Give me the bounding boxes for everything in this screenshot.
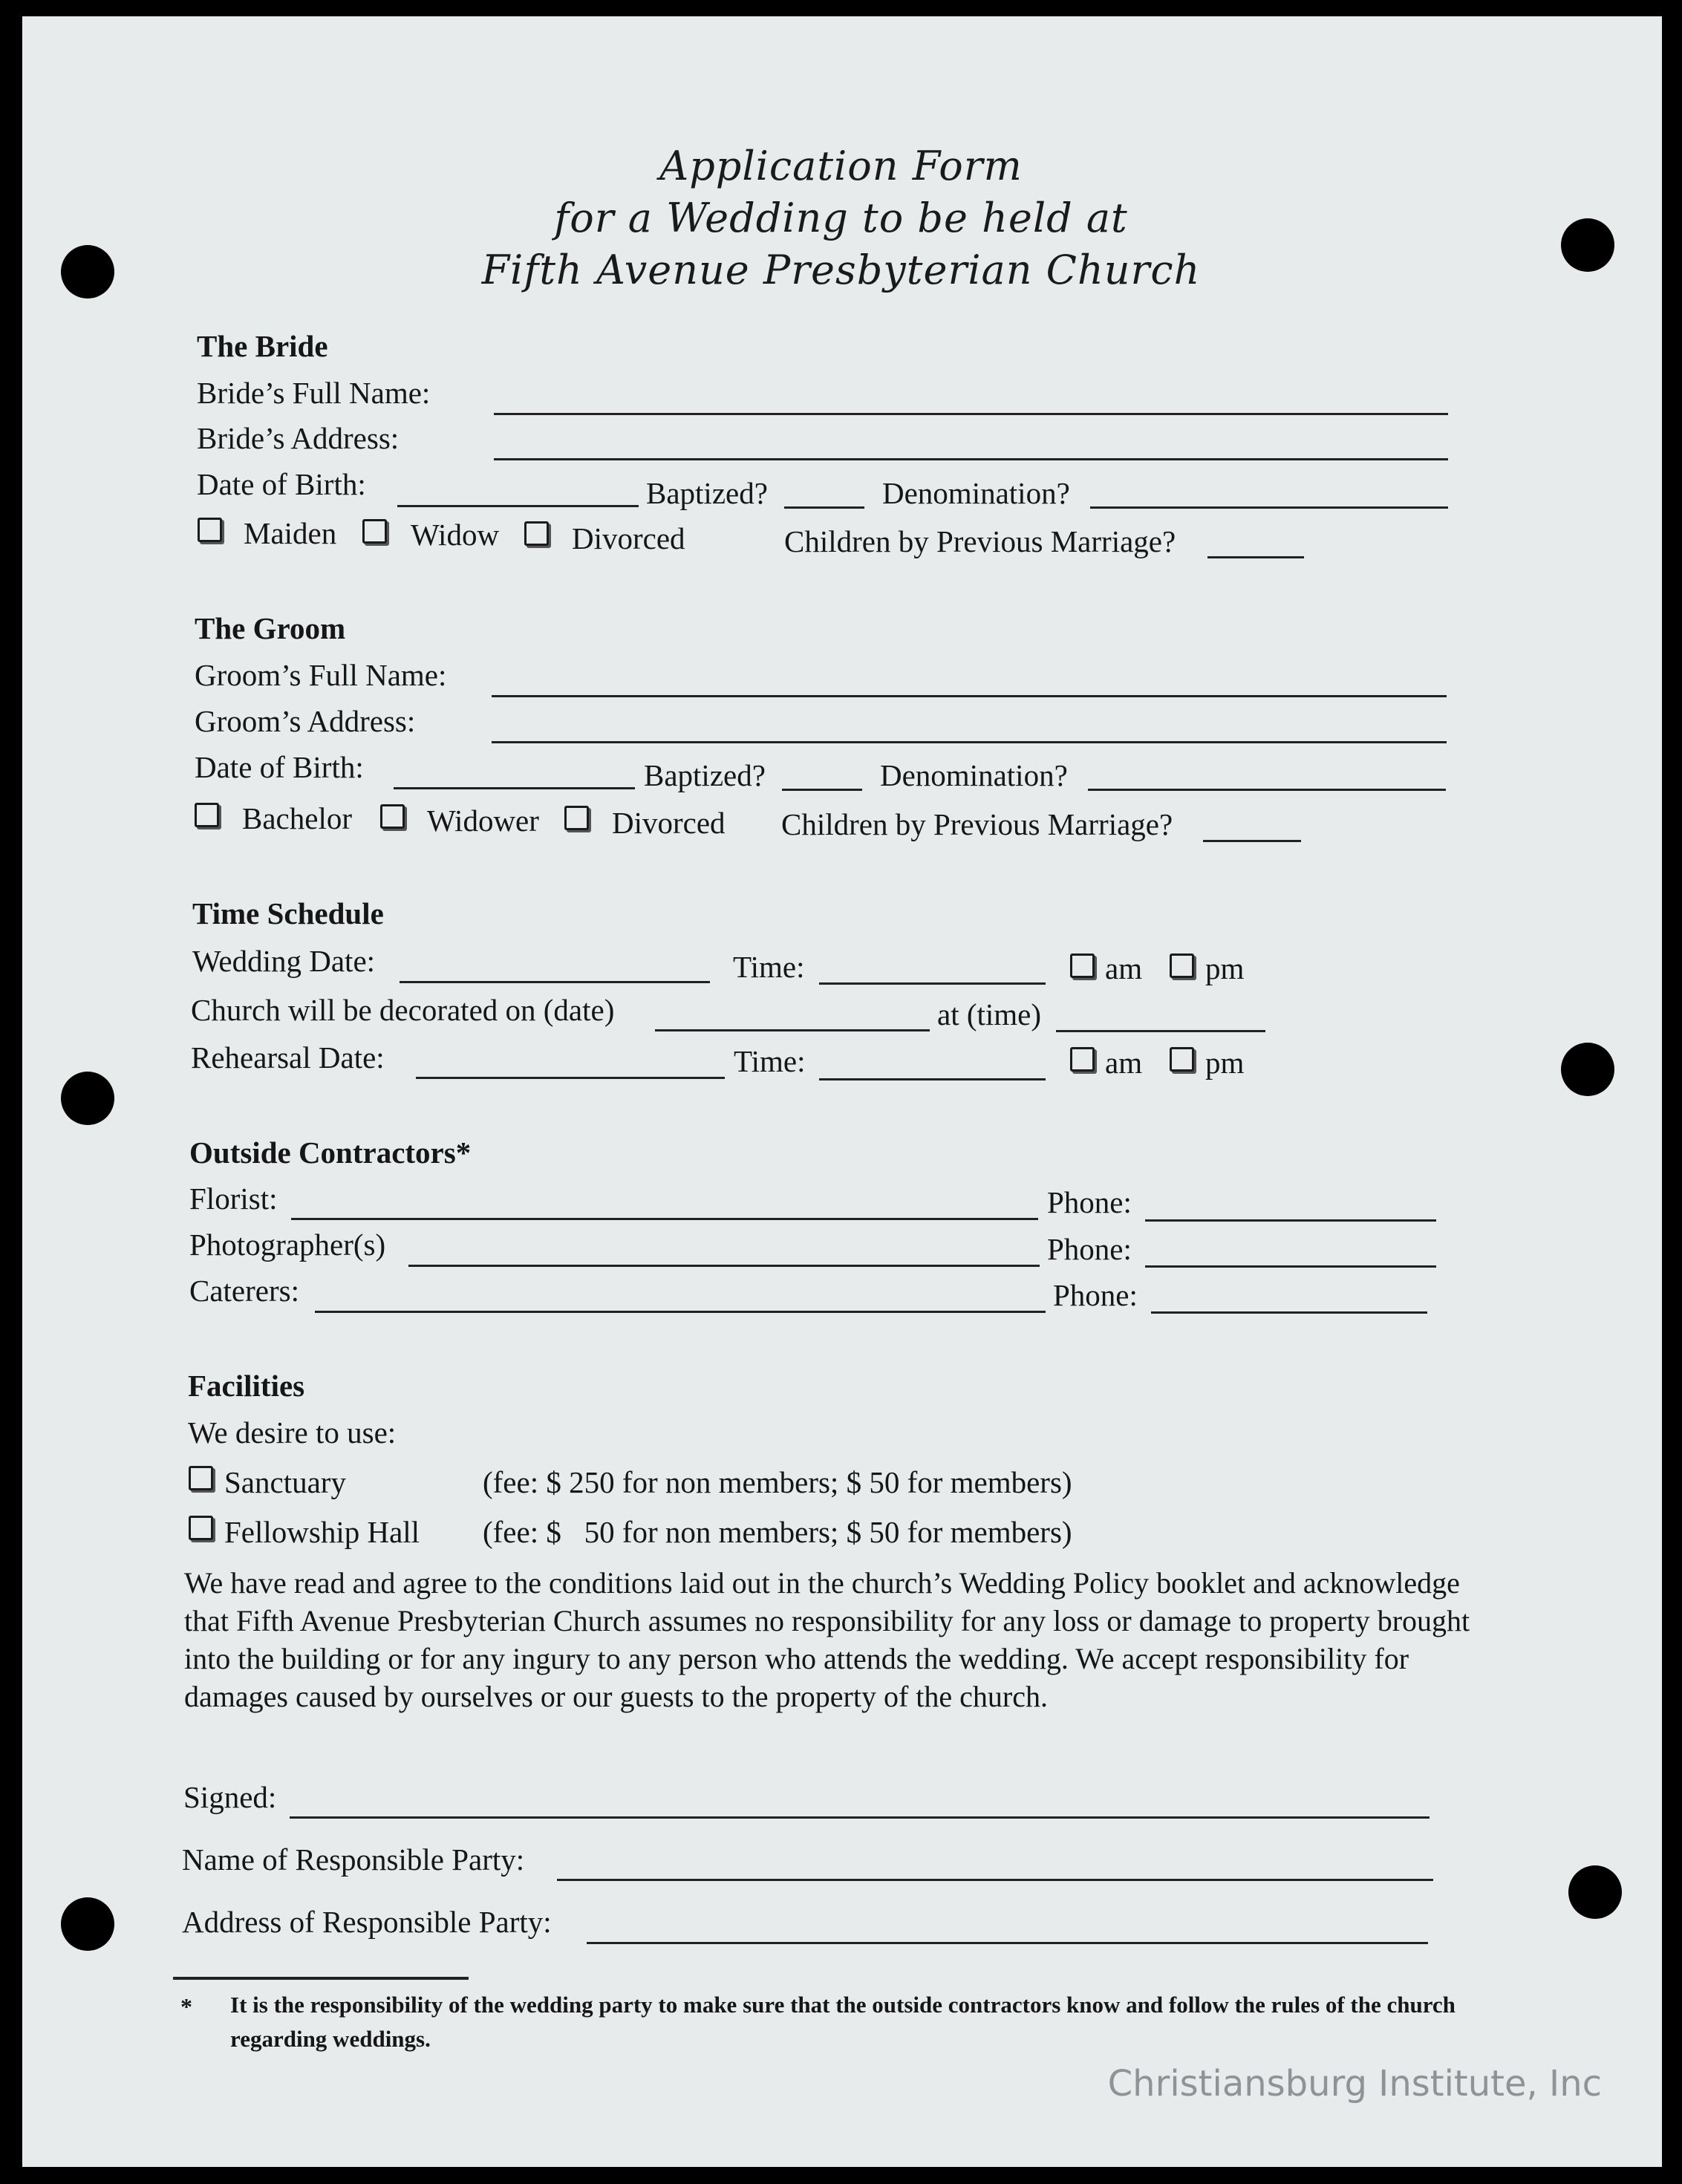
florist-phone-label: Phone: (1047, 1185, 1132, 1219)
bride-divorced-label: Divorced (572, 521, 685, 555)
florist-label: Florist: (189, 1181, 278, 1216)
groom-divorced-checkbox[interactable] (564, 806, 589, 830)
groom-full-name-field[interactable] (492, 695, 1447, 697)
rehearsal-am-label: am (1105, 1046, 1143, 1080)
bride-maiden-label: Maiden (244, 516, 337, 550)
photographer-label: Photographer(s) (189, 1228, 386, 1262)
bride-baptized-field[interactable] (784, 506, 864, 509)
agreement-paragraph: We have read and agree to the conditions laid out in the church’s Wedding Policy booklet and acknowledge that Fifth Avenue Presbyterian Church assumes no responsibility for any loss or damage to property brought into the building or for any ingury to any person who attends the wedding. We accept responsibility for damages caused by ourselves or our guests to the property of the church. (184, 1566, 1470, 1713)
facilities-heading: Facilities (188, 1369, 305, 1403)
groom-children-field[interactable] (1203, 840, 1301, 842)
photographer-phone-field[interactable] (1145, 1265, 1436, 1268)
groom-dob-field[interactable] (394, 787, 635, 789)
decorated-time-label: at (time) (937, 997, 1042, 1031)
rehearsal-pm-label: pm (1205, 1046, 1245, 1080)
florist-field[interactable] (291, 1218, 1038, 1220)
punch-hole-left-bottom (61, 1897, 114, 1951)
bride-maiden-checkbox[interactable] (198, 518, 222, 542)
form-title-line-3: Fifth Avenue Presbyterian Church (481, 247, 1201, 293)
groom-bachelor-label: Bachelor (242, 801, 352, 835)
groom-baptized-label: Baptized? (644, 758, 766, 792)
bride-full-name-label: Bride’s Full Name: (197, 376, 431, 410)
bride-address-field[interactable] (494, 458, 1448, 460)
bride-divorced-checkbox[interactable] (524, 521, 549, 546)
groom-divorced-label: Divorced (612, 806, 726, 840)
groom-address-label: Groom’s Address: (195, 704, 416, 738)
caterers-phone-label: Phone: (1053, 1278, 1138, 1312)
groom-denomination-field[interactable] (1088, 789, 1446, 791)
wedding-pm-checkbox[interactable] (1170, 954, 1194, 978)
rehearsal-date-field[interactable] (416, 1077, 725, 1079)
bride-baptized-label: Baptized? (646, 476, 768, 510)
footnote-rule (173, 1977, 469, 1980)
groom-denomination-label: Denomination? (880, 758, 1068, 792)
sanctuary-label: Sanctuary (224, 1465, 346, 1499)
groom-widower-label: Widower (427, 803, 539, 838)
wedding-am-label: am (1105, 951, 1143, 985)
groom-bachelor-checkbox[interactable] (195, 803, 219, 827)
signed-field[interactable] (290, 1816, 1430, 1819)
bride-widow-label: Widow (411, 518, 500, 552)
footnote-text: It is the responsibility of the wedding party to make sure that the outside contractors know and follow the rules of the church regarding weddings. (230, 1992, 1456, 2052)
bride-heading: The Bride (197, 329, 328, 363)
schedule-heading: Time Schedule (192, 896, 384, 930)
wedding-date-field[interactable] (400, 981, 710, 983)
caterers-phone-field[interactable] (1151, 1311, 1427, 1314)
facilities-desire-label: We desire to use: (188, 1415, 397, 1450)
responsible-name-label: Name of Responsible Party: (182, 1842, 525, 1877)
bride-denomination-label: Denomination? (882, 476, 1070, 510)
bride-address-label: Bride’s Address: (197, 421, 400, 455)
watermark-text: Christiansburg Institute, Inc (1107, 2063, 1602, 2105)
punch-hole-right-middle (1561, 1043, 1614, 1096)
bride-dob-label: Date of Birth: (197, 467, 366, 501)
footnote-mark: * (180, 1993, 192, 2020)
rehearsal-am-checkbox[interactable] (1070, 1047, 1095, 1072)
bride-children-field[interactable] (1207, 556, 1304, 558)
wedding-am-checkbox[interactable] (1070, 954, 1095, 978)
bride-denomination-field[interactable] (1090, 506, 1448, 509)
caterers-field[interactable] (315, 1311, 1046, 1313)
wedding-date-label: Wedding Date: (192, 944, 376, 978)
photographer-phone-label: Phone: (1047, 1232, 1132, 1266)
signed-label: Signed: (183, 1780, 277, 1814)
form-title-line-2: for a Wedding to be held at (554, 195, 1128, 241)
contractors-heading: Outside Contractors* (189, 1135, 472, 1170)
decorated-date-label: Church will be decorated on (date) (191, 993, 615, 1027)
punch-hole-left-middle (61, 1072, 114, 1125)
punch-hole-right-bottom (1568, 1865, 1622, 1919)
rehearsal-date-label: Rehearsal Date: (191, 1040, 385, 1075)
groom-children-label: Children by Previous Marriage? (781, 807, 1173, 841)
responsible-name-field[interactable] (557, 1879, 1433, 1881)
groom-widower-checkbox[interactable] (380, 804, 405, 829)
sanctuary-fee-text: (fee: $ 250 for non members; $ 50 for members) (483, 1465, 1072, 1499)
decorated-time-field[interactable] (1056, 1030, 1265, 1032)
caterers-label: Caterers: (189, 1274, 299, 1308)
wedding-time-label: Time: (733, 950, 805, 984)
groom-heading: The Groom (195, 611, 346, 645)
bride-full-name-field[interactable] (494, 413, 1448, 415)
groom-address-field[interactable] (492, 741, 1447, 743)
rehearsal-time-field[interactable] (819, 1078, 1046, 1080)
groom-baptized-field[interactable] (782, 789, 862, 791)
responsible-address-label: Address of Responsible Party: (182, 1905, 552, 1939)
groom-dob-label: Date of Birth: (195, 750, 364, 784)
rehearsal-time-label: Time: (734, 1044, 806, 1078)
rehearsal-pm-checkbox[interactable] (1170, 1047, 1194, 1072)
wedding-pm-label: pm (1205, 951, 1245, 985)
wedding-time-field[interactable] (819, 982, 1046, 985)
bride-widow-checkbox[interactable] (362, 519, 387, 544)
photographer-field[interactable] (408, 1265, 1040, 1267)
groom-full-name-label: Groom’s Full Name: (195, 658, 447, 692)
decorated-date-field[interactable] (655, 1029, 930, 1031)
fellowship-hall-fee-text: (fee: $ 50 for non members; $ 50 for members) (483, 1515, 1072, 1549)
florist-phone-field[interactable] (1145, 1219, 1436, 1222)
bride-children-label: Children by Previous Marriage? (784, 524, 1176, 558)
form-title-line-1: Application Form (659, 143, 1023, 189)
sanctuary-checkbox[interactable] (189, 1466, 213, 1490)
fellowship-hall-label: Fellowship Hall (224, 1515, 420, 1549)
responsible-address-field[interactable] (587, 1942, 1428, 1944)
fellowship-hall-checkbox[interactable] (189, 1516, 213, 1540)
bride-dob-field[interactable] (397, 505, 639, 507)
